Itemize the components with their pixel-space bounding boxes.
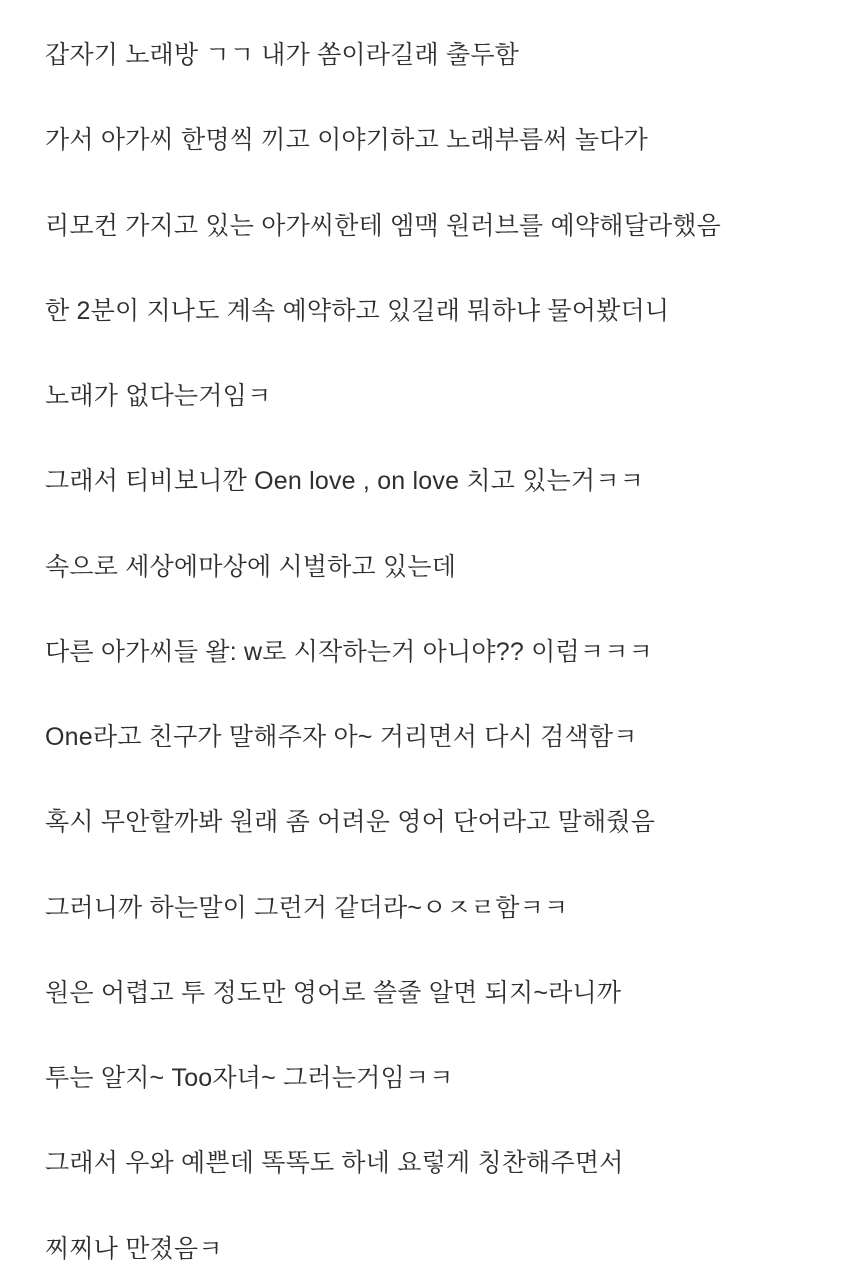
text-line: 다른 아가씨들 왈: w로 시작하는거 아니야?? 이럼ㅋㅋㅋ — [45, 637, 653, 666]
text-line: 그래서 티비보니깐 Oen love , on love 치고 있는거ㅋㅋ — [45, 467, 644, 496]
text-line: 가서 아가씨 한명씩 끼고 이야기하고 노래부름써 놀다가 — [45, 126, 648, 155]
text-line: 노래가 없다는거임ㅋ — [45, 382, 272, 410]
story-text-block — [45, 40, 805, 1265]
text-line: 혹시 무안할까봐 원래 좀 어려운 영어 단어라고 말해줬음 — [45, 808, 656, 837]
text-line: 투는 알지~ Too자녀~ 그러는거임ㅋㅋ — [45, 1064, 454, 1092]
text-line: One라고 친구가 말해주자 아~ 거리면서 다시 검색함ㅋ — [45, 723, 638, 751]
text-line: 갑자기 노래방 ㄱㄱ 내가 쏨이라길래 출두함 — [45, 41, 520, 69]
text-line: 리모컨 가지고 있는 아가씨한테 엠맥 원러브를 예약해달라했음 — [45, 211, 721, 240]
text-line: 속으로 세상에마상에 시벌하고 있는데 — [45, 552, 457, 581]
text-line: 찌찌나 만졌음ㅋ — [45, 1234, 223, 1263]
text-line: 그래서 우와 예쁜데 똑똑도 하네 요렇게 칭찬해주면서 — [45, 1149, 624, 1178]
text-line: 그러니까 하는말이 그런거 같더라~ㅇㅈㄹ함ㅋㅋ — [45, 893, 569, 922]
text-line: 한 2분이 지나도 계속 예약하고 있길래 뭐하냐 물어봤더니 — [45, 296, 670, 325]
text-line: 원은 어렵고 투 정도만 영어로 쓸줄 알면 되지~라니까 — [45, 978, 622, 1007]
